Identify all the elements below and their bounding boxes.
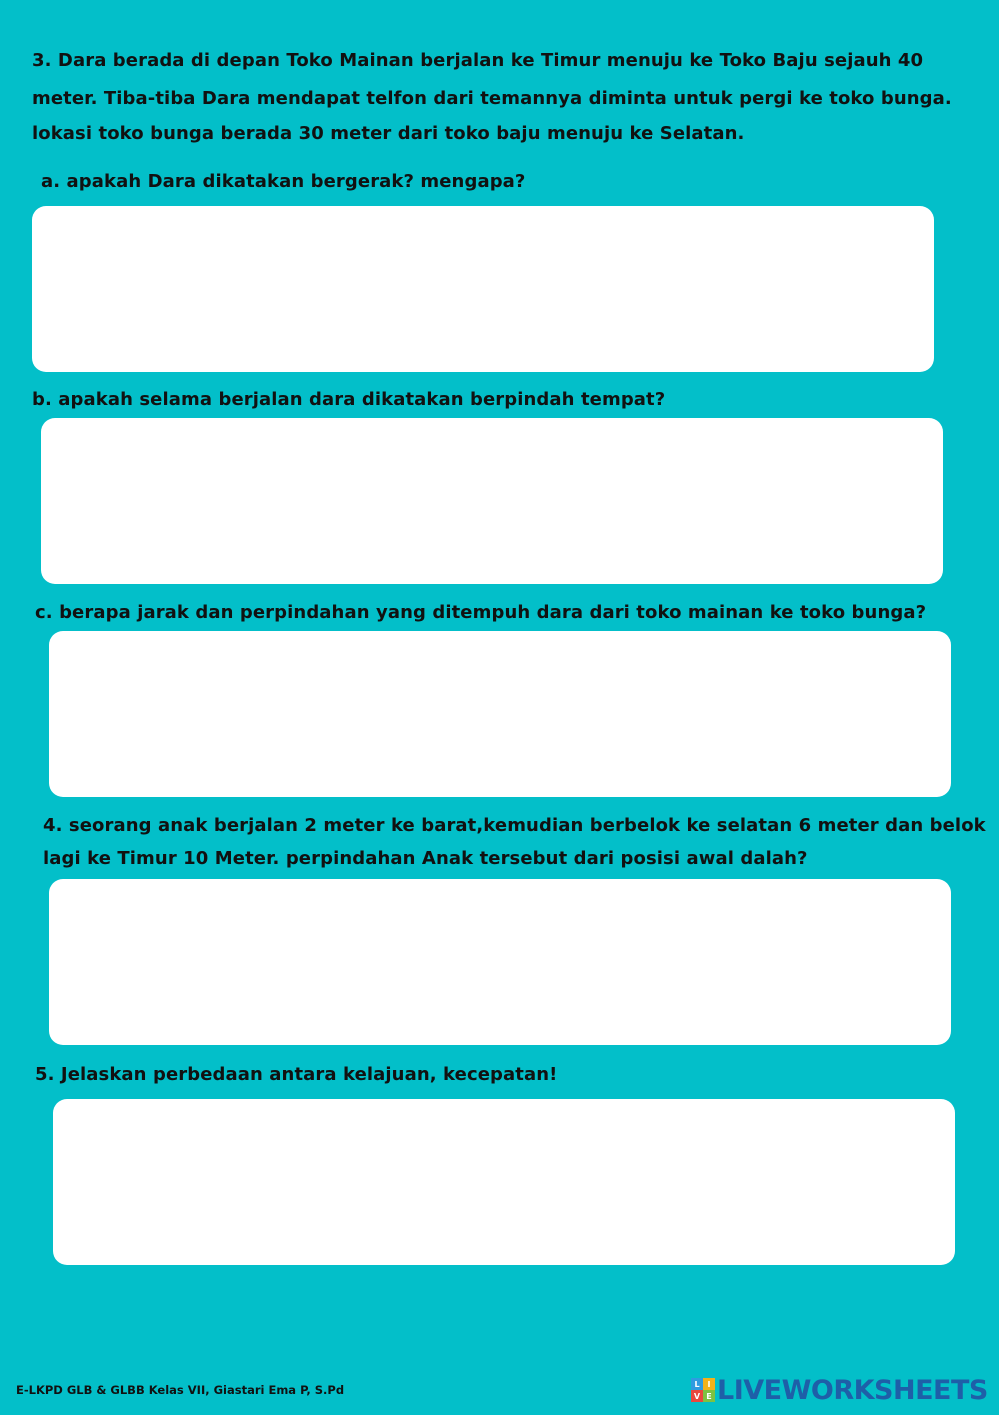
q4-text-line1: 4. seorang anak berjalan 2 meter ke barat,kemudian berbelok ke selatan 6 meter dan belok — [43, 815, 986, 836]
q3-text-line1: 3. Dara berada di depan Toko Mainan berjalan ke Timur menuju ke Toko Baju sejauh 40 — [32, 50, 924, 71]
answer-box-q4[interactable] — [49, 879, 951, 1045]
liveworksheets-logo[interactable] — [691, 1373, 988, 1407]
liveworksheets-logo-text: LIVEWORKSHEETS — [717, 1374, 988, 1406]
q5-text: 5. Jelaskan perbedaan antara kelajuan, kecepatan! — [35, 1064, 558, 1085]
answer-box-q5[interactable] — [53, 1099, 955, 1265]
answer-box-q3c[interactable] — [49, 631, 951, 797]
logo-letter-v: V — [691, 1390, 703, 1402]
q3-text-line3: lokasi toko bunga berada 30 meter dari toko baju menuju ke Selatan. — [32, 123, 745, 144]
q3b-text: b. apakah selama berjalan dara dikatakan berpindah tempat? — [32, 389, 666, 410]
liveworksheets-logo-icon — [691, 1378, 715, 1402]
logo-letter-i: I — [703, 1378, 715, 1390]
q3a-text: a. apakah Dara dikatakan bergerak? mengapa? — [41, 171, 526, 192]
logo-letter-l: L — [691, 1378, 703, 1390]
answer-box-q3a[interactable] — [32, 206, 934, 372]
logo-letter-e: E — [703, 1390, 715, 1402]
q3c-text: c. berapa jarak dan perpindahan yang ditempuh dara dari toko mainan ke toko bunga? — [35, 602, 927, 623]
q3-text-line2: meter. Tiba-tiba Dara mendapat telfon dari temannya diminta untuk pergi ke toko bunga. — [32, 88, 952, 109]
answer-box-q3b[interactable] — [41, 418, 943, 584]
q4-text-line2: lagi ke Timur 10 Meter. perpindahan Anak tersebut dari posisi awal dalah? — [43, 848, 808, 869]
footer-credit: E-LKPD GLB & GLBB Kelas VII, Giastari Ema P, S.Pd — [16, 1383, 345, 1397]
